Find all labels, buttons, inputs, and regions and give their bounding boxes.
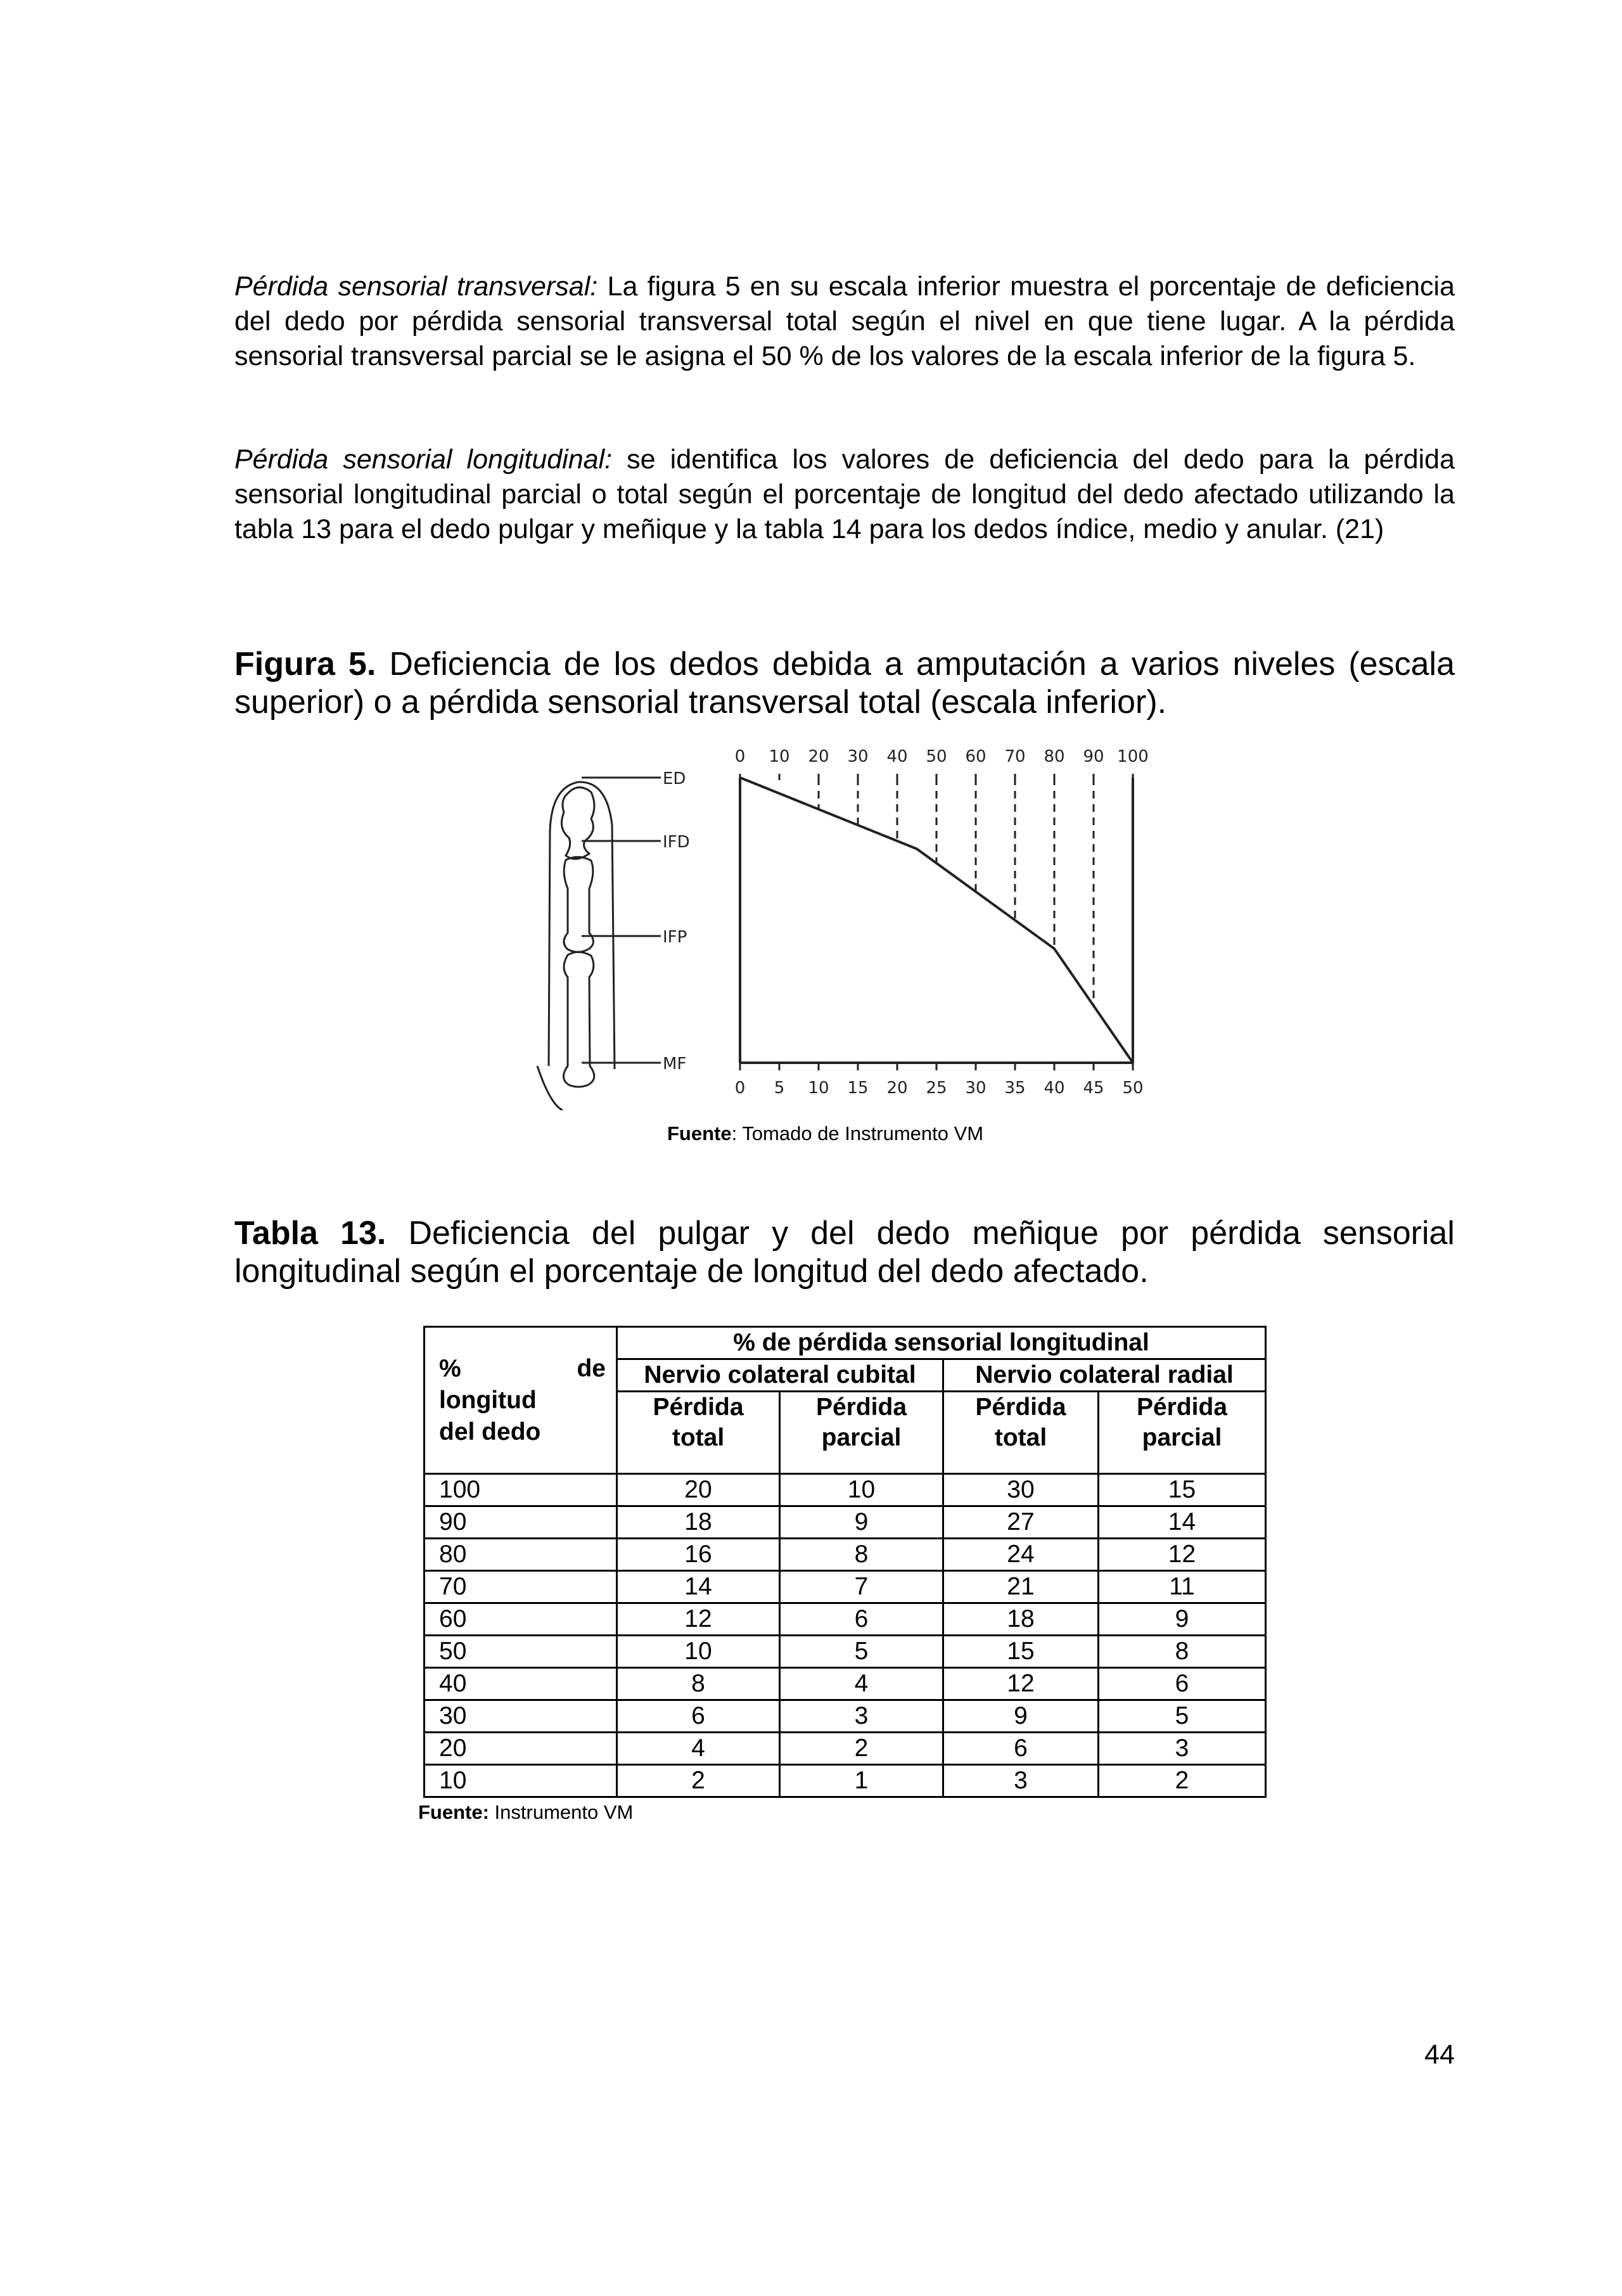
row-value-cell: 27	[943, 1506, 1099, 1539]
row-length-cell: 40	[425, 1668, 617, 1700]
table-row	[425, 1700, 1266, 1733]
table-row	[425, 1733, 1266, 1765]
sub-header-cubital: Nervio colateral cubital	[617, 1359, 943, 1392]
corner-header	[425, 1327, 617, 1474]
row-value-cell: 3	[780, 1700, 943, 1733]
table-row	[425, 1636, 1266, 1668]
table-row	[425, 1539, 1266, 1571]
finger-illustration	[537, 782, 615, 1110]
bottom-scale-tick-label: 15	[847, 1079, 869, 1098]
corner-longitud: longitud	[439, 1387, 537, 1414]
top-scale-tick-label: 30	[847, 747, 869, 766]
level-leaders	[582, 778, 661, 1063]
column-header-line: Pérdida	[653, 1394, 744, 1421]
row-value-cell: 2	[780, 1733, 943, 1765]
row-value-cell: 12	[943, 1668, 1099, 1700]
row-length-cell: 80	[425, 1539, 617, 1571]
row-value-cell: 16	[617, 1539, 780, 1571]
level-label: MF	[663, 1055, 687, 1074]
row-value-cell: 12	[1099, 1539, 1266, 1571]
paragraph-label: Pérdida sensorial transversal:	[234, 271, 598, 302]
row-value-cell: 8	[1099, 1636, 1266, 1668]
paragraph-text: se identifica los valores de deficiencia del dedo para la pérdida sensorial longitudinal parcial o total según el porcentaje de longitud del dedo afectado utilizando la tabla 13 para el dedo pulgar y meñique y la tabla 14 para los dedos índice, medio y anular. (21)	[234, 444, 1455, 544]
sub-header-radial: Nervio colateral radial	[943, 1359, 1266, 1392]
figure-label: Figura 5.	[234, 646, 376, 683]
corner-de: de	[577, 1355, 606, 1382]
figure-caption-text: Deficiencia de los dedos debida a amputación a varios niveles (escala superior) o a pérdida sensorial transversal total (escala inferior).	[234, 646, 1455, 721]
row-length-cell: 10	[425, 1765, 617, 1797]
group-header: % de pérdida sensorial longitudinal	[617, 1327, 1266, 1359]
column-header-line: parcial	[1142, 1424, 1222, 1451]
bottom-scale-tick-label: 25	[926, 1079, 947, 1098]
paragraph-longitudinal	[234, 442, 1455, 547]
column-header-line: Pérdida	[975, 1394, 1066, 1421]
column-header-line: total	[672, 1424, 725, 1451]
row-value-cell: 3	[1099, 1733, 1266, 1765]
row-value-cell: 10	[780, 1474, 943, 1506]
bottom-scale-tick-label: 0	[734, 1079, 746, 1098]
row-value-cell: 6	[780, 1603, 943, 1636]
column-header	[1099, 1392, 1266, 1474]
row-length-cell: 50	[425, 1636, 617, 1668]
paragraph-text: La figura 5 en su escala inferior muestra el porcentaje de deficiencia del dedo por pérdida sensorial transversal total según el nivel en que tiene lugar. A la pérdida sensorial transversal parcial se le asigna el 50 % de los valores de la escala inferior de la figura 5.	[234, 271, 1455, 371]
paragraph-transversal	[234, 269, 1455, 374]
top-scale-tick-label: 10	[769, 747, 790, 766]
figure-source	[667, 1122, 983, 1145]
row-value-cell: 14	[617, 1571, 780, 1603]
row-value-cell: 6	[617, 1700, 780, 1733]
row-value-cell: 5	[780, 1636, 943, 1668]
row-value-cell: 9	[780, 1506, 943, 1539]
level-label: ED	[663, 769, 686, 788]
finger-deficiency-chart	[518, 736, 1190, 1110]
column-header-line: parcial	[821, 1424, 902, 1451]
column-header	[617, 1392, 780, 1474]
row-value-cell: 4	[617, 1733, 780, 1765]
table-source	[418, 1801, 633, 1824]
bottom-scale-tick-label: 35	[1004, 1079, 1026, 1098]
bottom-scale-tick-label: 5	[774, 1079, 785, 1098]
row-length-cell: 90	[425, 1506, 617, 1539]
row-value-cell: 1	[780, 1765, 943, 1797]
row-value-cell: 8	[780, 1539, 943, 1571]
top-scale-tick-label: 20	[808, 747, 829, 766]
row-value-cell: 15	[1099, 1474, 1266, 1506]
column-header-line: Pérdida	[815, 1394, 907, 1421]
top-scale-tick-label: 60	[965, 747, 987, 766]
bottom-scale-tick-label: 45	[1083, 1079, 1104, 1098]
row-value-cell: 9	[943, 1700, 1099, 1733]
row-value-cell: 18	[943, 1603, 1099, 1636]
corner-del-dedo: del dedo	[439, 1418, 541, 1446]
table-body	[425, 1474, 1266, 1797]
deficiency-table	[423, 1326, 1267, 1798]
row-length-cell: 70	[425, 1571, 617, 1603]
top-scale-tick-label: 0	[734, 747, 746, 766]
table-row	[425, 1603, 1266, 1636]
bottom-scale-tick-label: 20	[886, 1079, 908, 1098]
row-value-cell: 7	[780, 1571, 943, 1603]
bottom-scale-tick-label: 10	[808, 1079, 829, 1098]
figure-source-text: : Tomado de Instrumento VM	[731, 1122, 984, 1145]
row-value-cell: 9	[1099, 1603, 1266, 1636]
row-length-cell: 20	[425, 1733, 617, 1765]
figure-caption	[234, 645, 1455, 721]
row-length-cell: 60	[425, 1603, 617, 1636]
level-label: IFD	[663, 833, 690, 852]
top-scale-tick-label: 70	[1004, 747, 1026, 766]
column-header-line: Pérdida	[1136, 1394, 1228, 1421]
top-scale-tick-label: 50	[926, 747, 947, 766]
bottom-scale-tick-label: 30	[965, 1079, 987, 1098]
row-value-cell: 2	[617, 1765, 780, 1797]
row-value-cell: 21	[943, 1571, 1099, 1603]
top-scale-tick-label: 80	[1044, 747, 1065, 766]
row-value-cell: 5	[1099, 1700, 1266, 1733]
table-source-text: Instrumento VM	[489, 1801, 634, 1823]
row-value-cell: 14	[1099, 1506, 1266, 1539]
row-value-cell: 15	[943, 1636, 1099, 1668]
row-value-cell: 3	[943, 1765, 1099, 1797]
bottom-scale-tick-label: 40	[1044, 1079, 1065, 1098]
row-value-cell: 6	[1099, 1668, 1266, 1700]
column-header-line: total	[994, 1424, 1047, 1451]
table-row	[425, 1765, 1266, 1797]
top-scale-tick-label: 40	[886, 747, 908, 766]
table-row	[425, 1668, 1266, 1700]
table-row	[425, 1571, 1266, 1603]
row-value-cell: 20	[617, 1474, 780, 1506]
table-caption-text: Deficiencia del pulgar y del dedo meñique por pérdida sensorial longitudinal según el porcentaje de longitud del dedo afectado.	[234, 1215, 1455, 1290]
table-label: Tabla 13.	[234, 1215, 386, 1252]
figure-source-label: Fuente	[667, 1122, 732, 1145]
table-row	[425, 1474, 1266, 1506]
table-header-row	[425, 1327, 1266, 1359]
page-number: 44	[1424, 2039, 1455, 2070]
row-value-cell: 4	[780, 1668, 943, 1700]
bottom-scale-tick-label: 50	[1122, 1079, 1144, 1098]
row-value-cell: 30	[943, 1474, 1099, 1506]
corner-percent: %	[439, 1355, 461, 1382]
row-length-cell: 30	[425, 1700, 617, 1733]
top-scale-tick-label: 100	[1117, 747, 1149, 766]
row-value-cell: 11	[1099, 1571, 1266, 1603]
table-caption	[234, 1214, 1455, 1290]
row-value-cell: 10	[617, 1636, 780, 1668]
table-source-label: Fuente:	[418, 1801, 489, 1823]
column-header	[943, 1392, 1099, 1474]
column-header	[780, 1392, 943, 1474]
row-value-cell: 12	[617, 1603, 780, 1636]
row-value-cell: 8	[617, 1668, 780, 1700]
paragraph-label: Pérdida sensorial longitudinal:	[234, 444, 613, 475]
level-label: IFP	[663, 928, 687, 947]
top-scale-tick-label: 90	[1083, 747, 1104, 766]
row-length-cell: 100	[425, 1474, 617, 1506]
row-value-cell: 2	[1099, 1765, 1266, 1797]
row-value-cell: 24	[943, 1539, 1099, 1571]
table-row	[425, 1506, 1266, 1539]
row-value-cell: 18	[617, 1506, 780, 1539]
row-value-cell: 6	[943, 1733, 1099, 1765]
